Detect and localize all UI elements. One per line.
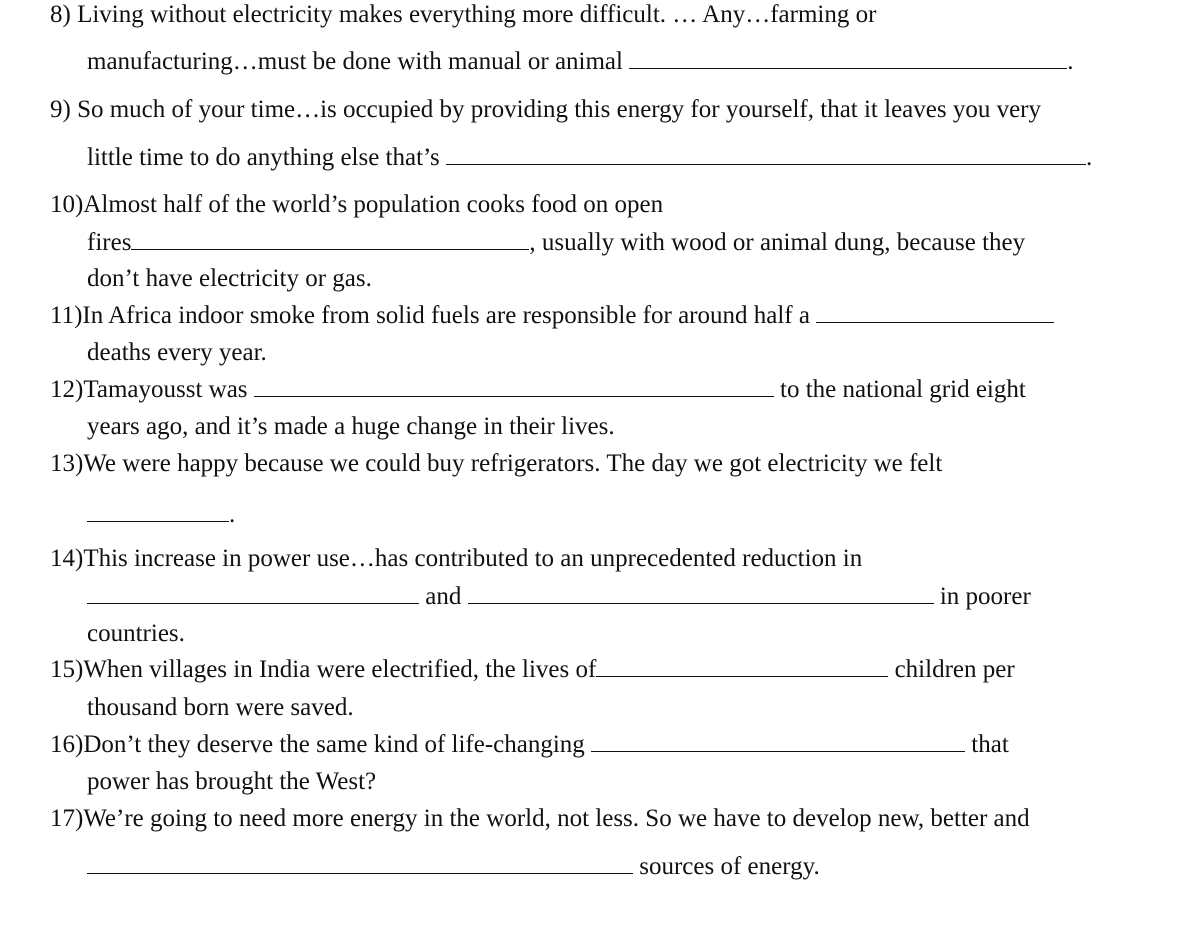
question-text: fires [87,229,132,256]
question-15-line-1 [50,655,1015,685]
answer-blank[interactable] [87,520,229,522]
question-number: 17) [50,805,84,832]
question-text: to the national grid eight [780,376,1026,403]
answer-blank[interactable] [596,675,888,677]
question-17-line-2 [87,852,820,882]
question-9-line-2 [87,143,1092,173]
question-13-line-2 [87,500,235,530]
question-text: This increase in power use…has contributed to an unprecedented reduction in [83,545,863,572]
punctuation: . [1085,144,1093,171]
question-text: years ago, and it’s made a huge change in their lives. [87,413,615,440]
question-14-line-3 [87,619,185,649]
question-15-line-2 [87,693,354,723]
answer-blank[interactable] [87,872,633,874]
question-text: that [971,731,1009,758]
question-number: 15) [50,656,84,683]
answer-blank[interactable] [629,67,1067,69]
question-text: children per [894,656,1015,683]
punctuation: . [1067,48,1074,75]
question-text: thousand born were saved. [87,694,354,721]
question-10-line-2 [87,228,1025,258]
punctuation: . [229,501,236,528]
question-text: We’re going to need more energy in the world, not less. So we have to develop new, better and [83,805,1030,832]
question-number: 9) [50,96,71,123]
question-number: 12) [50,376,84,403]
question-10-line-3 [87,264,372,294]
question-number: 10) [50,191,84,218]
answer-blank[interactable] [816,321,1054,323]
answer-blank[interactable] [591,750,965,752]
answer-blank[interactable] [87,602,419,604]
question-text: Almost half of the world’s population cooks food on open [83,191,664,218]
question-text: sources of energy. [639,853,820,880]
question-number: 14) [50,545,84,572]
question-9-line-1 [50,95,1041,125]
answer-blank[interactable] [468,602,934,604]
question-text: Don’t they deserve the same kind of life-changing [83,731,585,758]
question-13-line-1 [50,449,942,479]
question-text: In Africa indoor smoke from solid fuels are responsible for around half a [82,302,810,329]
question-text: Living without electricity makes everything more difficult. … Any…farming or [77,1,877,28]
question-text: deaths every year. [87,339,267,366]
question-16-line-1 [50,730,1009,760]
question-text: Tamayousst was [83,376,248,403]
question-text: We were happy because we could buy refrigerators. The day we got electricity we felt [83,450,943,477]
answer-blank[interactable] [254,395,774,397]
question-8-line-1 [50,0,876,30]
question-number: 8) [50,1,71,28]
question-11-line-2 [87,338,267,368]
question-number: 11) [50,302,83,329]
question-text: manufacturing…must be done with manual or animal [87,48,623,75]
question-text: in poorer [939,583,1031,610]
question-12-line-2 [87,412,615,442]
question-11-line-1 [50,301,1054,331]
question-16-line-2 [87,767,376,797]
question-text: don’t have electricity or gas. [87,265,372,292]
question-number: 16) [50,731,84,758]
question-text: and [425,583,462,610]
answer-blank[interactable] [446,163,1086,165]
question-text: So much of your time…is occupied by providing this energy for yourself, that it leaves you very [77,96,1042,123]
question-14-line-2 [87,582,1031,612]
question-text: When villages in India were electrified, the lives of [83,656,597,683]
question-12-line-1 [50,375,1026,405]
question-10-line-1 [50,190,663,220]
question-8-line-2 [87,47,1073,77]
question-14-line-1 [50,544,862,574]
question-text: , usually with wood or animal dung, because they [529,229,1026,256]
question-17-line-1 [50,804,1030,834]
answer-blank[interactable] [131,248,529,250]
question-text: little time to do anything else that’s [87,144,440,171]
question-text: countries. [87,620,185,647]
question-text: power has brought the West? [87,768,377,795]
question-number: 13) [50,450,84,477]
